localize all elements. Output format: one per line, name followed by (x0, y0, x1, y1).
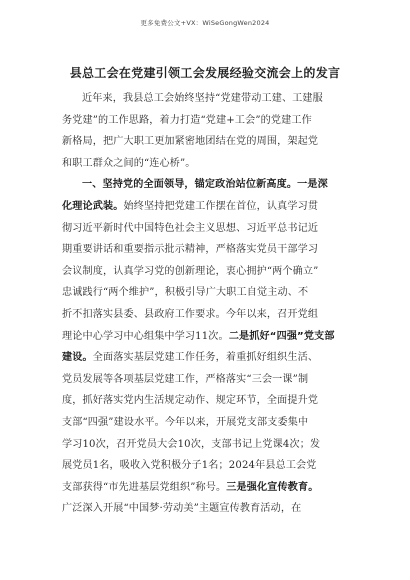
text-line (62, 174, 348, 196)
body-text: 新格局，把广大职工更加紧密地团结在党的周围，架起党 (62, 136, 319, 148)
text-line (62, 304, 348, 326)
bold-text: 三是强化宣传教育。 (226, 481, 319, 493)
text-line (62, 455, 348, 477)
text-line (62, 110, 348, 132)
text-line (62, 390, 348, 412)
body-text: 忠诚践行“两个维护”，积极引导广大职工自觉主动、不 (62, 287, 309, 299)
body-text: 期重要讲话和重要指示批示精神，严格落实党员干部学习 (62, 244, 319, 256)
body-text: 和职工群众之间的“连心桥”。 (62, 157, 196, 169)
body-text: 近年来，我县总工会始终坚持“党建带动工建、工建服 (82, 93, 323, 104)
body-text: 支部“四强”建设水平。今年以来，开展党支部支委集中 (62, 416, 309, 428)
body-text: 全面落实基层党建工作任务，着重抓好组织生活、 (92, 352, 319, 364)
text-line (62, 498, 348, 520)
bold-text: 一、坚持党的全面领导，锚定政治站位新高度。一是深 (82, 179, 328, 191)
header-note: 更多免费公文+VX：WiSeGongWen2024 (140, 19, 270, 27)
body-text: 折不扣落实县委、县政府工作要求。今年以来，召开党组 (62, 308, 319, 320)
text-line (62, 88, 348, 110)
document-title: 县总工会在党建引领工会发展经验交流会上的发言 (69, 66, 341, 80)
body-text: 彻习近平新时代中国特色社会主义思想、习近平总书记近 (62, 222, 319, 234)
paragraph (62, 88, 348, 174)
text-line (62, 412, 348, 434)
body-text: 党员发展等各项基层党建工作，严格落实“三会一课”制 (62, 373, 309, 385)
bold-text: 建设。 (62, 352, 93, 364)
document-body (62, 88, 348, 520)
body-text: 会议制度，认真学习党的创新理论，衷心拥护“两个确立” (62, 265, 319, 277)
text-line (62, 434, 348, 456)
text-line (62, 347, 348, 369)
body-text: 度，抓好落实党内生活规定动作、规定环节，全面提升党 (62, 395, 319, 407)
text-line (62, 131, 348, 153)
paragraph (62, 174, 348, 520)
body-text: 学习10次，召开党员大会10次，支部书记上党课4次；发 (62, 438, 321, 450)
body-text: 支部获得“市先进基层党组织”称号。 (62, 481, 227, 493)
bold-text: 化理论武装。 (62, 200, 124, 212)
text-line (62, 239, 348, 261)
text-line (62, 261, 348, 283)
body-text: 理论中心学习中心组集中学习11次。 (62, 330, 229, 342)
text-line (62, 477, 348, 499)
body-text: 务党建”的工作思路，着力打造“党建+工会”的党建工作 (62, 114, 312, 126)
body-text: 展党员1名，吸收入党积极分子1名；2024年县总工会党 (62, 460, 317, 472)
text-line (62, 369, 348, 391)
body-text: 始终坚持把党建工作摆在首位，认真学习贯 (123, 200, 319, 212)
text-line (62, 153, 348, 175)
bold-text: 二是抓好“四强”党支部 (228, 330, 335, 342)
text-line (62, 218, 348, 240)
body-text: 广泛深入开展“中国梦·劳动美”主题宣传教育活动，在 (62, 503, 302, 515)
text-line (62, 196, 348, 218)
text-line (62, 282, 348, 304)
text-line (62, 326, 348, 348)
